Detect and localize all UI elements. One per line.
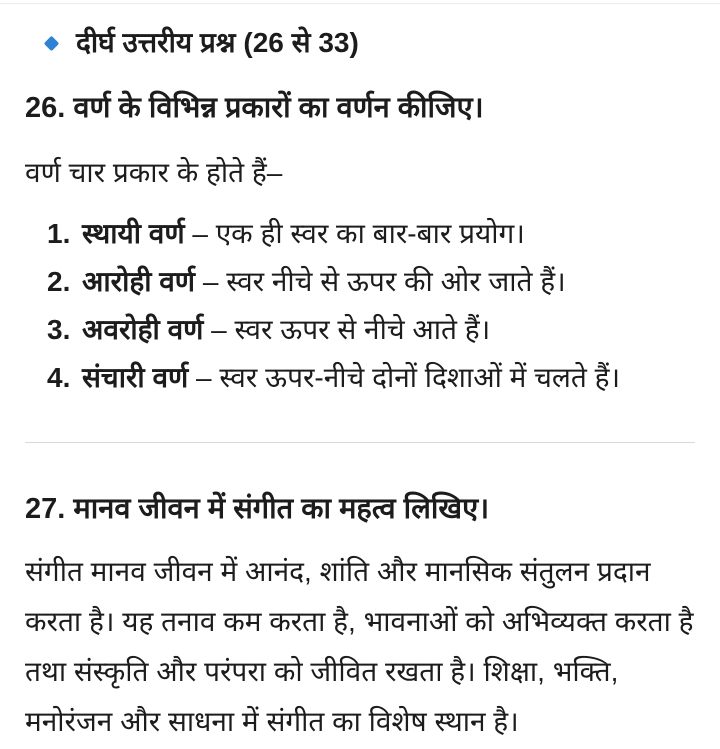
- list-item-description: स्वर ऊपर-नीचे दोनों दिशाओं में चलते हैं।: [219, 362, 621, 393]
- list-item-description: एक ही स्वर का बार-बार प्रयोग।: [215, 218, 525, 249]
- list-item-description: स्वर ऊपर से नीचे आते हैं।: [234, 314, 491, 345]
- list-item-separator: –: [211, 314, 227, 345]
- list-item-text: [82, 210, 525, 258]
- list-item-text: [82, 306, 490, 354]
- list-item: [47, 210, 695, 258]
- list-item-number: 2.: [47, 266, 71, 297]
- list-item-separator: –: [192, 218, 208, 249]
- list-item-term: संचारी वर्ण: [82, 362, 189, 393]
- list-item: [47, 354, 695, 402]
- list-item-number: 1.: [47, 218, 71, 249]
- list-item: [47, 306, 695, 354]
- varna-types-list: [0, 210, 720, 402]
- list-item-number: 4.: [47, 362, 71, 393]
- list-item-number: 3.: [47, 314, 71, 345]
- list-item-text: [82, 354, 620, 402]
- question-27-heading: 27. मानव जीवन में संगीत का महत्व लिखिए।: [25, 493, 490, 525]
- list-item-separator: –: [202, 266, 219, 297]
- diamond-bullet-icon: [44, 35, 60, 51]
- question-27-answer: संगीत मानव जीवन में आनंद, शांति और मानसिक संतुलन प्रदान करता है। यह तनाव कम करता है, भावनाओं को अभिव्यक्त करता है तथा संस्कृति और परंपरा को जीवित रखता है। शिक्षा, भक्ति, मनोरंजन और साधना में संगीत का विशेष स्थान है।: [25, 556, 694, 737]
- section-header: [0, 0, 720, 60]
- list-item-text: [82, 258, 566, 306]
- list-item: [47, 258, 695, 306]
- list-item-term: अवरोही वर्ण: [82, 314, 204, 345]
- section-title: दीर्घ उत्तरीय प्रश्न (26 से 33): [76, 27, 359, 58]
- list-item-term: आरोही वर्ण: [82, 266, 196, 297]
- list-item-term: स्थायी वर्ण: [82, 218, 185, 249]
- list-item-description: स्वर नीचे से ऊपर की ओर जाते हैं।: [226, 266, 566, 297]
- section-divider: [25, 442, 695, 443]
- list-item-separator: –: [196, 362, 212, 393]
- question-26-heading: 26. वर्ण के विभिन्न प्रकारों का वर्णन कीजिए।: [25, 92, 484, 124]
- top-divider: [0, 3, 720, 4]
- question-26-intro: वर्ण चार प्रकार के होते हैं–: [25, 157, 283, 188]
